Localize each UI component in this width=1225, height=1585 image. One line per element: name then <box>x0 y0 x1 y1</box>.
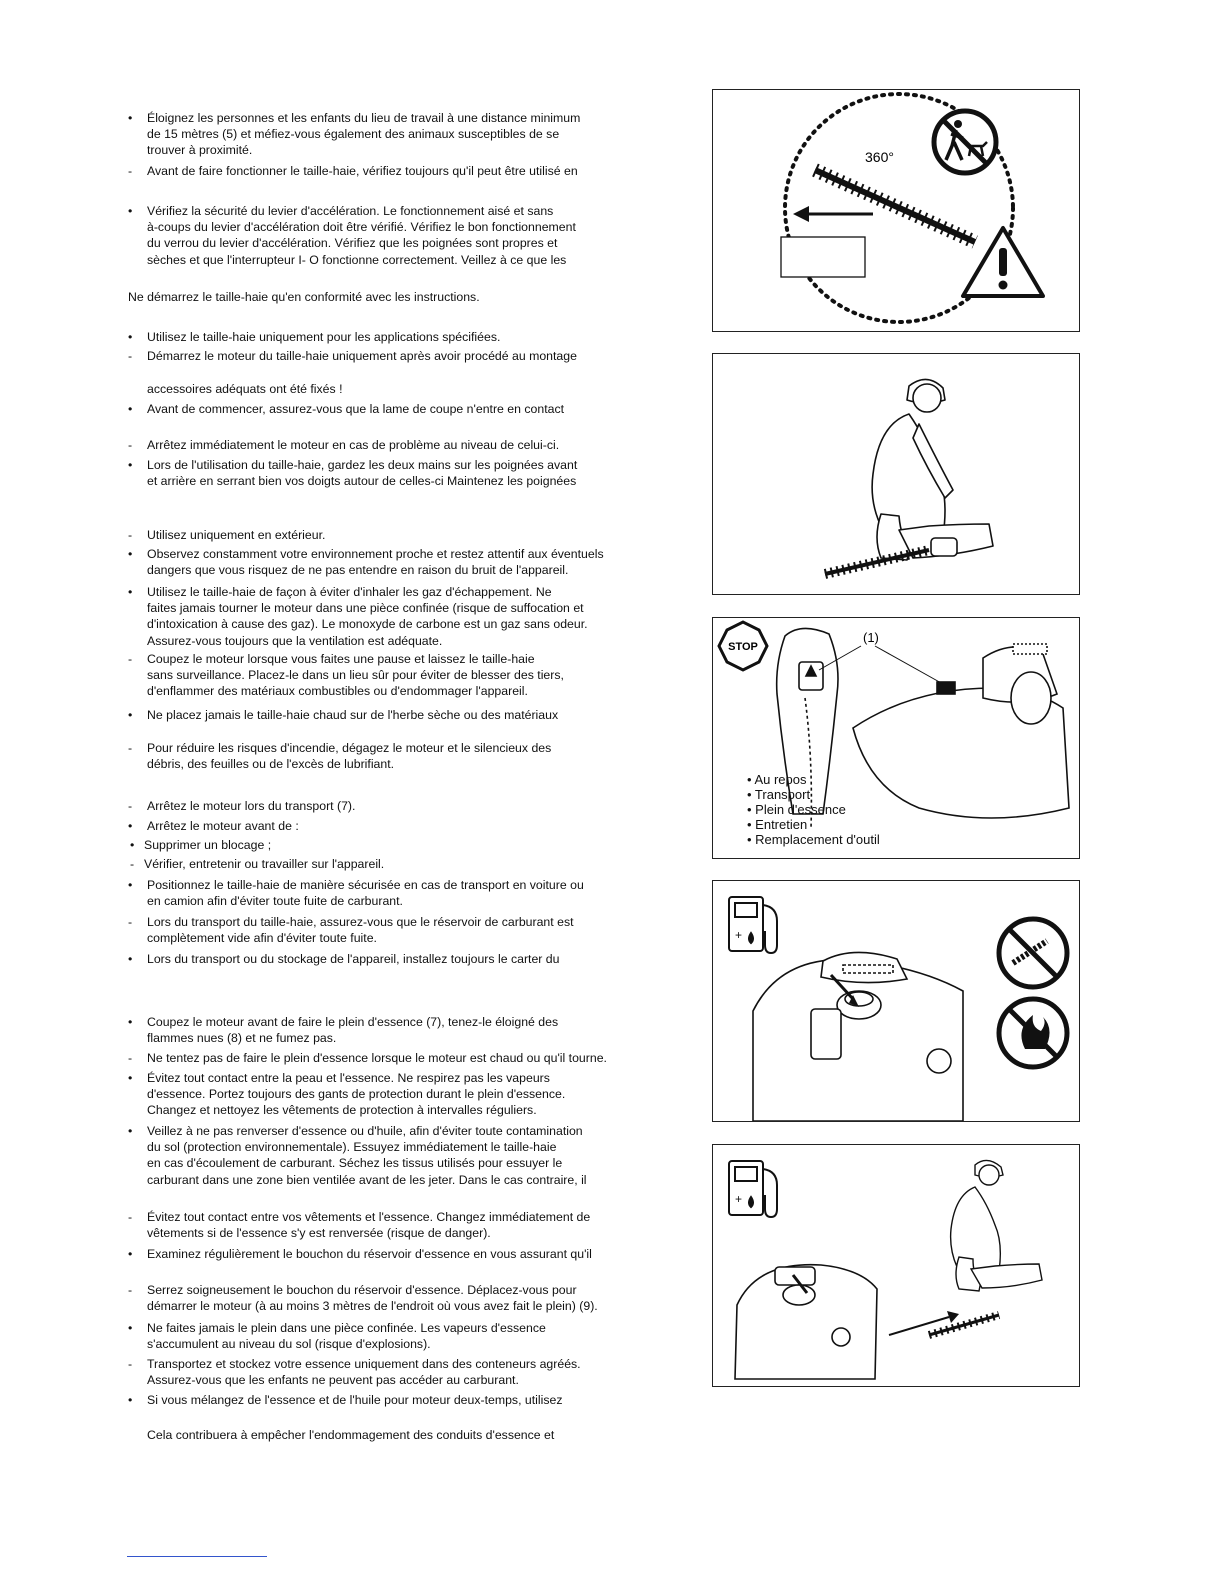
instruction-item <box>128 914 709 946</box>
text-line: Utilisez le taille-haie uniquement pour les applications spécifiées. <box>147 330 501 344</box>
bullet-marker: • <box>128 458 133 472</box>
instruction-item <box>128 1392 709 1408</box>
text-line: Supprimer un blocage ; <box>144 838 272 852</box>
instruction-item <box>128 110 709 159</box>
text-line: flammes nues (8) et ne fumez pas. <box>147 1031 337 1046</box>
text-line: Observez constamment votre environnement proche et restez attentif aux éventuels <box>147 547 604 561</box>
bullet-marker: - <box>128 1283 133 1297</box>
bullet-marker: • <box>128 1247 133 1261</box>
text-line: en cas d'écoulement de carburant. Séchez les tissus utilisés pour essuyer le <box>147 1156 563 1171</box>
instruction-item <box>128 527 709 543</box>
text-line: accessoires adéquats ont été fixés ! <box>147 382 343 396</box>
bullet-marker: • <box>128 1124 133 1138</box>
text-line: vêtements si de l'essence s'y est renversée (risque de danger). <box>147 1226 491 1241</box>
text-line: à-coups du levier d'accélération doit être vérifié. Vérifiez le bon fonctionnement <box>147 220 576 235</box>
instruction-item <box>128 348 709 364</box>
bullet-marker: • <box>128 708 133 722</box>
stop-sign-icon <box>719 622 767 670</box>
text-line: Démarrez le moteur du taille-haie uniquement après avoir procédé au montage <box>147 349 577 363</box>
figure-danger-zone <box>712 89 1080 332</box>
figure-operator-starting <box>712 353 1080 595</box>
text-line: et arrière en serrant bien vos doigts autour de celles-ci Maintenez les poignées <box>147 474 577 489</box>
text-line: Vérifiez la sécurité du levier d'accélération. Le fonctionnement aisé et sans <box>147 204 554 218</box>
instruction-item <box>128 1427 709 1443</box>
text-line: sèches et que l'interrupteur I- O fonctionne correctement. Veillez à ce que les <box>147 252 567 267</box>
text-line: du sol (protection environnementale). Essuyez immédiatement le taille-haie <box>147 1140 557 1155</box>
text-line: s'accumulent au niveau du sol (risque d'explosions). <box>147 1337 431 1352</box>
svg-text:STOP: STOP <box>728 641 758 653</box>
bullet-marker: • <box>128 878 133 892</box>
text-line: trouver à proximité. <box>147 143 253 158</box>
instruction-item <box>128 289 690 305</box>
text-line: Éloignez les personnes et les enfants du lieu de travail à une distance minimum <box>147 111 581 125</box>
text-line: de 15 mètres (5) et méfiez-vous également des animaux susceptibles de se <box>147 127 560 142</box>
instruction-item <box>128 1282 709 1314</box>
instruction-item <box>128 1123 709 1188</box>
text-line: Ne démarrez le taille-haie qu'en conformité avec les instructions. <box>128 290 480 304</box>
figure-refuel-safety <box>712 880 1080 1122</box>
instruction-item <box>128 707 709 723</box>
figure-move-away <box>712 1144 1080 1387</box>
bullet-marker: • <box>128 330 133 344</box>
bullet-marker: - <box>128 1357 133 1371</box>
bullet-marker: - <box>128 741 133 755</box>
bullet-marker: • <box>128 1393 133 1407</box>
text-line: Coupez le moteur lorsque vous faites une pause et laissez le taille-haie <box>147 652 535 666</box>
text-line: complètement vide afin d'éviter toute fuite. <box>147 931 377 946</box>
text-line: Arrêtez immédiatement le moteur en cas de problème au niveau de celui-ci. <box>147 438 560 452</box>
text-line: débris, des feuilles ou de l'excès de lubrifiant. <box>147 757 395 772</box>
bullet-marker: • <box>128 585 133 599</box>
text-line: faites jamais tourner le moteur dans une pièce confinée (risque de suffocation et <box>147 601 584 616</box>
text-line: en camion afin d'éviter toute fuite de carburant. <box>147 894 403 909</box>
bullet-marker: - <box>128 915 133 929</box>
bullet-marker: - <box>128 438 133 452</box>
instruction-item <box>128 203 709 268</box>
text-line: Vérifier, entretenir ou travailler sur l'appareil. <box>144 857 385 871</box>
text-line: Lors de l'utilisation du taille-haie, gardez les deux mains sur les poignées avant <box>147 458 578 472</box>
angle-label: 360° <box>865 149 894 165</box>
instruction-item <box>128 381 709 397</box>
text-line: Positionnez le taille-haie de manière sécurisée en cas de transport en voiture ou <box>147 878 584 892</box>
stop-condition-item: • Entretien <box>747 817 808 832</box>
fuel-pump-icon <box>729 897 777 953</box>
text-line: du verrou du levier d'accélération. Vérifiez que les poignées sont propres et <box>147 236 558 251</box>
stop-condition-item: • Remplacement d'outil <box>747 832 880 847</box>
blank-label-box <box>781 237 865 277</box>
text-line: d'intoxication à cause des gaz). Le monoxyde de carbone est un gaz sans odeur. <box>147 617 588 632</box>
stop-condition-item: • Au repos <box>747 772 807 787</box>
text-line: démarrer le moteur (à au moins 3 mètres de l'endroit où vous avez fait le plein) (9). <box>147 1299 598 1314</box>
instruction-item <box>128 401 709 417</box>
instruction-item <box>128 837 706 853</box>
bullet-marker: • <box>128 1321 133 1335</box>
text-line: d'essence. Portez toujours des gants de protection durant le plein d'essence. <box>147 1087 566 1102</box>
instruction-item <box>128 1320 709 1352</box>
fuel-pump-icon <box>729 1161 777 1217</box>
no-flames-icon <box>999 999 1067 1067</box>
trimmer-blade <box>825 550 929 574</box>
instruction-item <box>128 546 709 578</box>
text-line: Ne placez jamais le taille-haie chaud sur de l'herbe sèche ou des matériaux <box>147 708 559 722</box>
instruction-item <box>128 740 709 772</box>
instruction-item <box>128 798 709 814</box>
instruction-item <box>128 951 709 967</box>
text-line: Cela contribuera à empêcher l'endommagement des conduits d'essence et <box>147 1428 555 1442</box>
text-line: Pour réduire les risques d'incendie, dégagez le moteur et le silencieux des <box>147 741 552 755</box>
instruction-item <box>128 1014 709 1046</box>
trimmer-blade <box>929 1315 999 1335</box>
instruction-item <box>128 163 709 179</box>
text-line: Avant de faire fonctionner le taille-haie, vérifiez toujours qu'il peut être utilisé en <box>147 164 578 178</box>
text-line: Arrêtez le moteur lors du transport (7). <box>147 799 356 813</box>
text-line: Évitez tout contact entre vos vêtements et l'essence. Changez immédiatement de <box>147 1210 591 1224</box>
arrow-icon <box>793 206 873 222</box>
bullet-marker: • <box>128 402 133 416</box>
bullet-marker: - <box>128 349 133 363</box>
instruction-item <box>128 329 709 345</box>
figure-stop-switch <box>712 617 1080 859</box>
instruction-item <box>128 1050 709 1066</box>
stop-condition-item: • Plein d'essence <box>747 802 846 817</box>
no-smoking-icon <box>999 919 1067 987</box>
text-line: Lors du transport ou du stockage de l'appareil, installez toujours le carter du <box>147 952 560 966</box>
text-line: Assurez-vous que les enfants ne peuvent pas accéder au carburant. <box>147 1373 519 1388</box>
instruction-item <box>128 1246 709 1262</box>
danger-zone-illustration <box>713 90 1080 332</box>
instruction-item <box>128 1070 709 1119</box>
text-line: Ne faites jamais le plein dans une pièce confinée. Les vapeurs d'essence <box>147 1321 546 1335</box>
no-bystanders-icon <box>934 111 996 173</box>
bullet-marker: • <box>128 547 133 561</box>
bullet-marker: - <box>128 799 133 813</box>
text-line: Utilisez uniquement en extérieur. <box>147 528 326 542</box>
text-line: carburant dans une zone bien ventilée avant de les jeter. Dans le cas contraire, il <box>147 1172 587 1187</box>
text-line: Arrêtez le moteur avant de : <box>147 819 299 833</box>
bullet-marker: - <box>128 528 133 542</box>
text-line: Veillez à ne pas renverser d'essence ou d'huile, afin d'éviter toute contamination <box>147 1124 583 1138</box>
instruction-item <box>128 437 709 453</box>
instruction-item <box>128 1209 709 1241</box>
svg-text:+: + <box>735 1192 743 1206</box>
bullet-marker: - <box>128 164 133 178</box>
text-line: Transportez et stockez votre essence uniquement dans des conteneurs agréés. <box>147 1357 581 1371</box>
text-line: Serrez soigneusement le bouchon du réservoir d'essence. Déplacez-vous pour <box>147 1283 577 1297</box>
refuel-illustration <box>713 881 1080 1122</box>
text-line: Ne tentez pas de faire le plein d'essence lorsque le moteur est chaud ou qu'il tourne. <box>147 1051 607 1065</box>
instruction-item <box>128 1356 709 1388</box>
text-line: Changez et nettoyez les vêtements de protection à intervalles réguliers. <box>147 1103 537 1118</box>
bullet-marker: - <box>128 1051 133 1065</box>
instruction-item <box>128 457 709 489</box>
instruction-item <box>128 856 706 872</box>
stop-conditions-list <box>747 772 880 847</box>
bullet-marker: • <box>128 952 133 966</box>
text-line: Assurez-vous toujours que la ventilation est adéquate. <box>147 633 443 648</box>
text-line: Utilisez le taille-haie de façon à éviter d'inhaler les gaz d'échappement. Ne <box>147 585 552 599</box>
svg-text:+: + <box>735 928 743 942</box>
bullet-marker: - <box>130 857 135 871</box>
instruction-item <box>128 877 709 909</box>
hedge-trimmer-blade <box>815 170 975 242</box>
bullet-marker: - <box>128 652 133 666</box>
bullet-marker: • <box>128 1071 133 1085</box>
bullet-marker: • <box>128 1015 133 1029</box>
instruction-item <box>128 651 709 700</box>
text-line: dangers que vous risquez de ne pas entendre en raison du bruit de l'appareil. <box>147 563 569 578</box>
move-away-illustration <box>713 1145 1080 1387</box>
instruction-item <box>128 818 709 834</box>
bullet-marker: • <box>128 204 133 218</box>
text-line: Coupez le moteur avant de faire le plein d'essence (7), tenez-le éloigné des <box>147 1015 559 1029</box>
stop-condition-item: • Transport <box>747 787 811 802</box>
text-line: Examinez régulièrement le bouchon du réservoir d'essence en vous assurant qu'il <box>147 1247 592 1261</box>
bullet-marker: - <box>128 1210 133 1224</box>
bullet-marker: • <box>128 111 133 125</box>
text-line: Évitez tout contact entre la peau et l'essence. Ne respirez pas les vapeurs <box>147 1071 550 1085</box>
text-line: Si vous mélangez de l'essence et de l'huile pour moteur deux-temps, utilisez <box>147 1393 563 1407</box>
bullet-marker: • <box>130 838 135 852</box>
warning-triangle-icon <box>963 228 1043 296</box>
operator-illustration <box>713 354 1080 595</box>
text-line: Lors du transport du taille-haie, assurez-vous que le réservoir de carburant est <box>147 915 574 929</box>
text-line: d'enflammer des matériaux combustibles ou d'endommager l'appareil. <box>147 684 528 699</box>
text-line: sans surveillance. Placez-le dans un lieu sûr pour éviter de blesser des tiers, <box>147 668 564 683</box>
callout-label: (1) <box>863 630 879 645</box>
instruction-item <box>128 584 709 649</box>
bullet-marker: • <box>128 819 133 833</box>
footer-link-underline <box>127 1556 267 1557</box>
text-line: Avant de commencer, assurez-vous que la lame de coupe n'entre en contact <box>147 402 565 416</box>
